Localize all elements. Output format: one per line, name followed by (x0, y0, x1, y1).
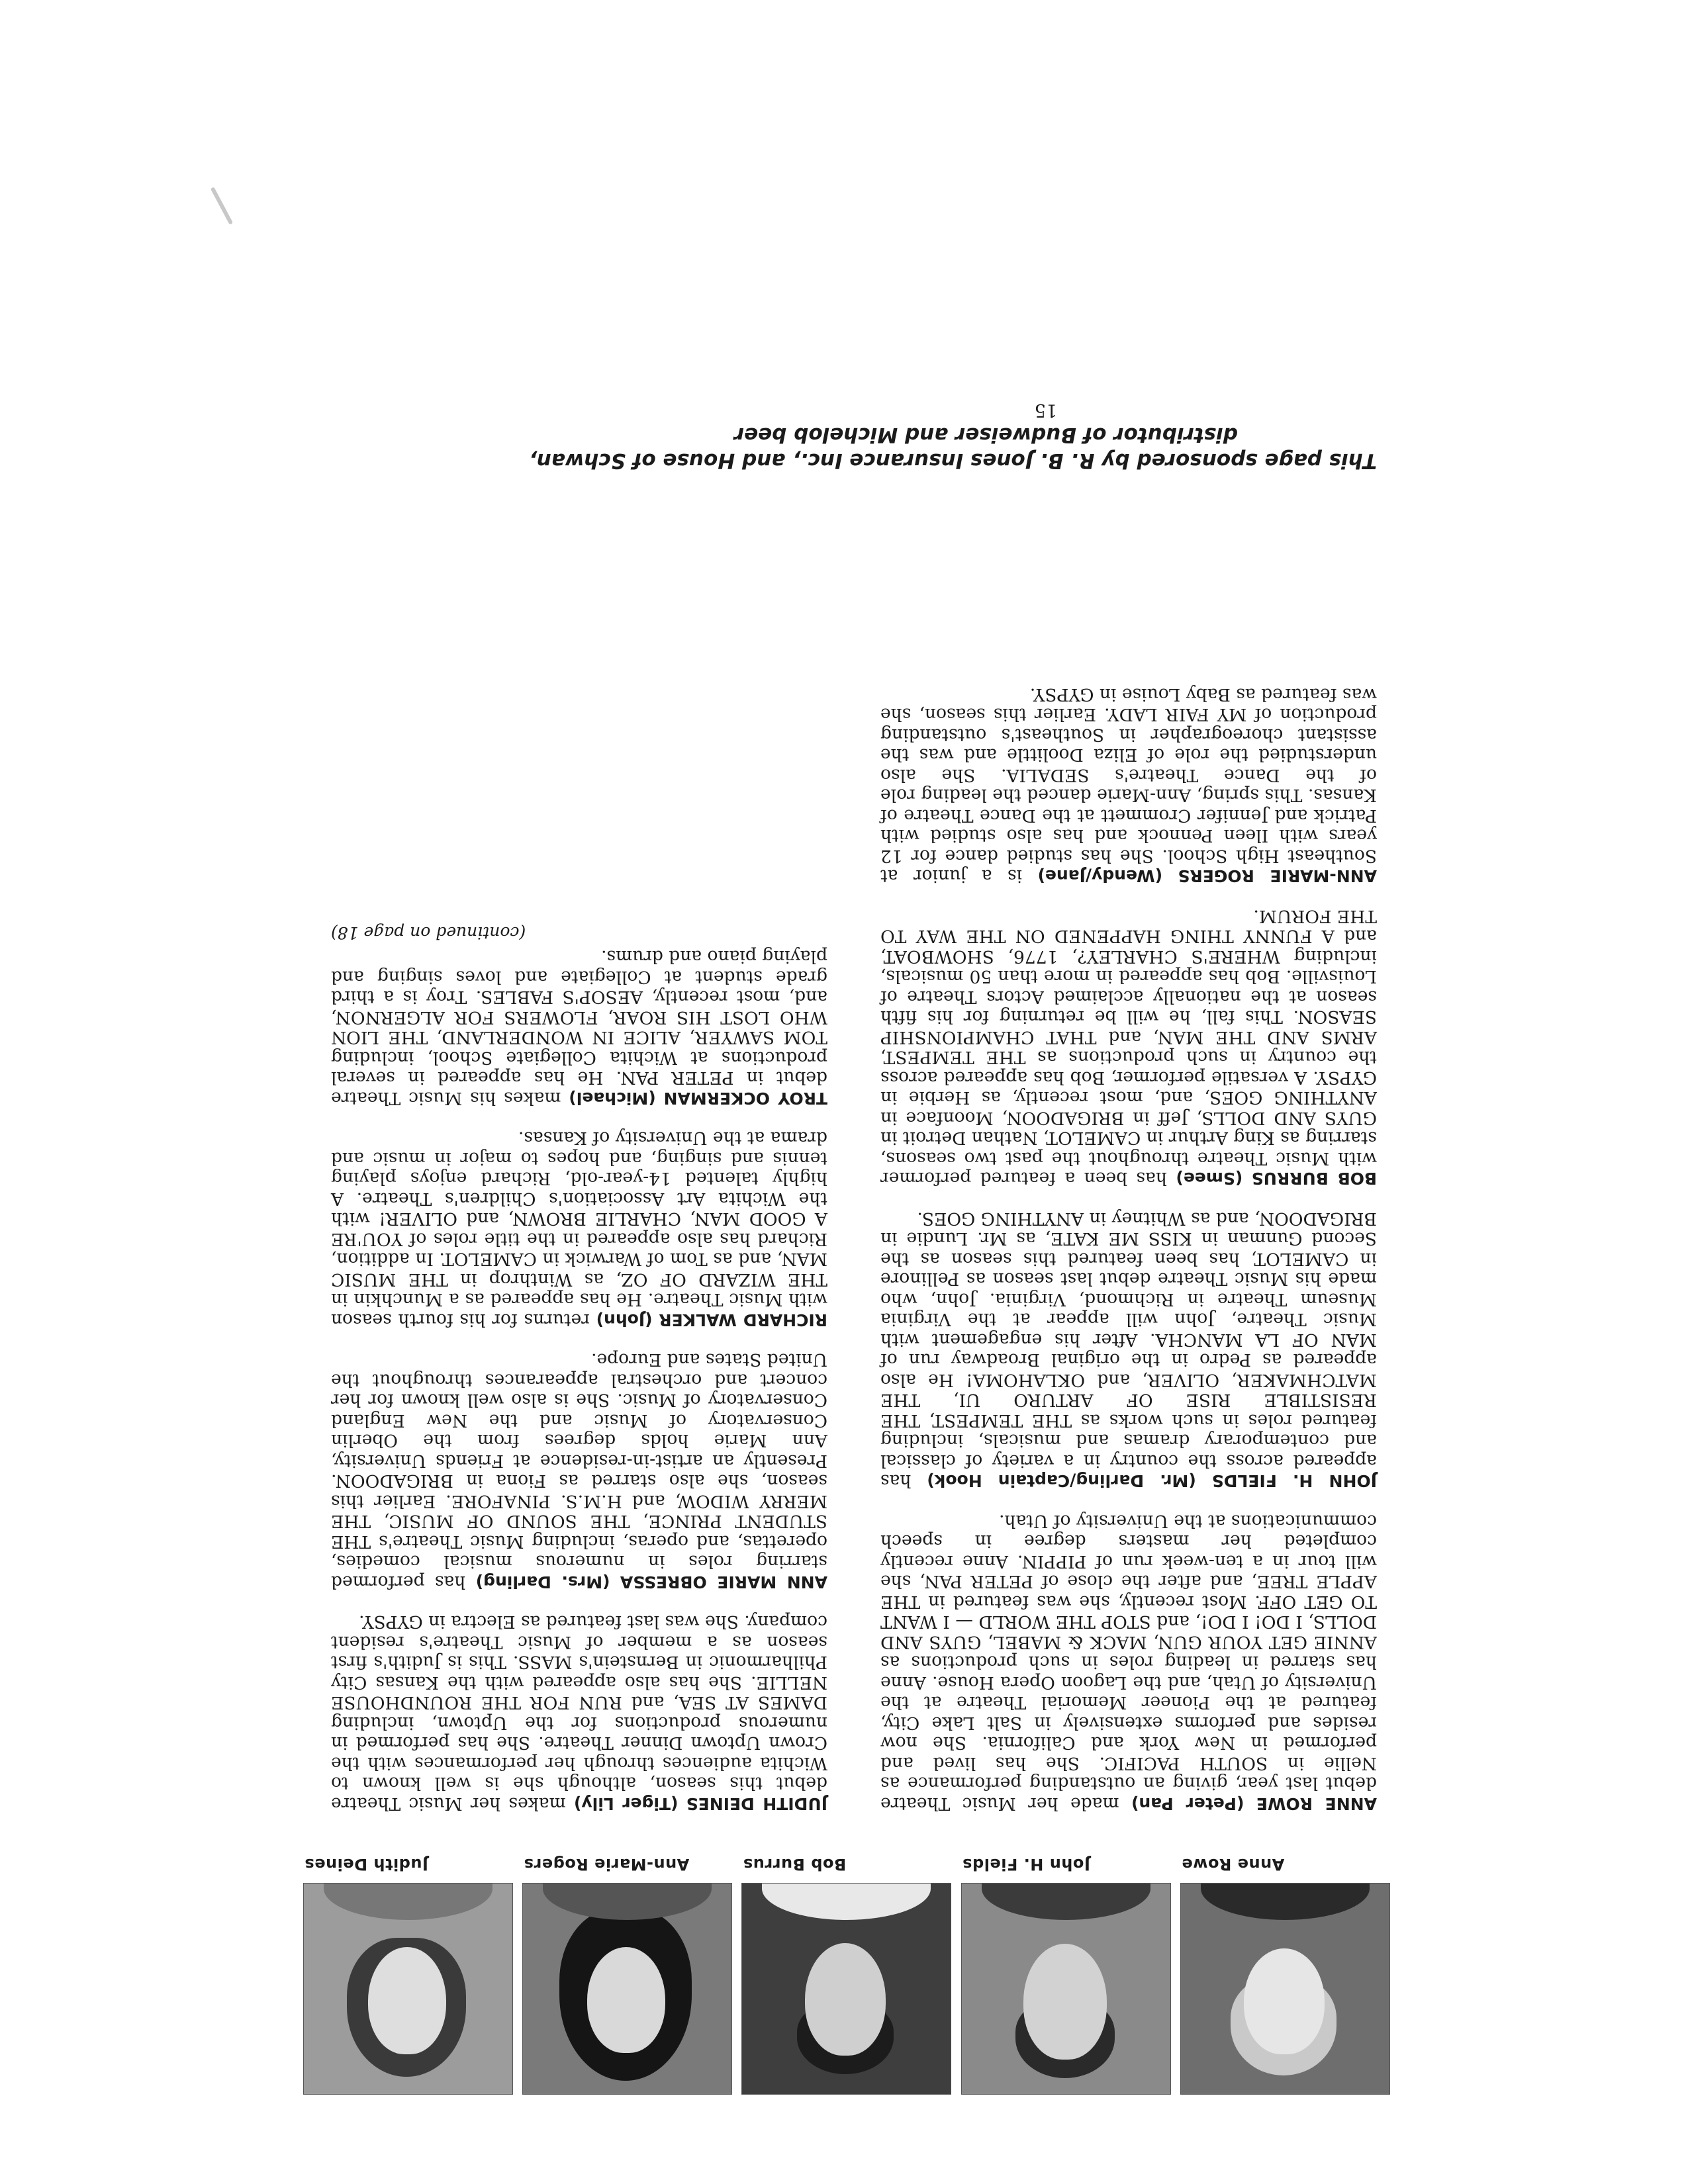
bio-ann-marie-rogers: ANN-MARIE ROGERS (Wendy/Jane) is a junior at Southeast High School. She has studied dance for 12 years with Ileen Pennock and has also studied with Patrick and Jennifer Crommett at the Dance Theatre of Kansas. This spring, Ann-Marie danced the leading role of the Dance Theatre's SEDALIA. She also understudied the role of Eliza Doolittle and was the assistant choreographer in Southeast's outstanding production of MY FAIR LADY. Earlier this season, she was featured as Baby Louise in GYPSY. (880, 684, 1377, 887)
page-number: 15 (1034, 400, 1058, 420)
right-column (331, 490, 827, 1813)
bio-ann-marie-obressa: ANN MARIE OBRESSA (Mrs. Darling) has performed starring roles in numerous musical comedies, operettas, and operas, including Music Theatre's THE STUDENT PRINCE, THE SOUND OF MUSIC, THE MERRY WIDOW, and H.M.S. PINAFORE. Earlier this season, she also starred as Fiona in BRIGADOON. Presently an artist-in-residence at Friends University, Ann Marie holds degrees from the Oberlin Conservatory of Music and the New England Conservatory of Music. She is also well known for her concert and orchestral appearances throughout the United States and Europe. (331, 1349, 827, 1592)
bio-bob-burrus: BOB BURRUS (Smee) has been a featured performer with Music Theatre throughout the past two seasons, starring as King Arthur in CAMELOT, Nathan Detroit in GUYS AND DOLLS, Jeff in BRIGADOON, Moonface in ANYTHING GOES, and, most recently, as Herbie in GYPSY. A versatile performer, Bob has appeared across the country in such productions as THE TEMPEST, ARMS AND THE MAN, and THAT CHAMPIONSHIP SEASON. This fall, he will be returning for his fifth season at the nationally acclaimed Actors Theatre of Louisville. Bob has appeared in more than 50 musicals, including WHERE'S CHARLEY?, 1776, SHOWBOAT, and A FUNNY THING HAPPENED ON THE WAY TO THE FORUM. (880, 906, 1377, 1189)
bio-richard-walker: RICHARD WALKER (John) returns for his fourth season with Music Theatre. He has appeared as a Munchkin in THE WIZARD OF OZ, as Winthrop in THE MUSIC MAN, and as Tom of Warwick in CAMELOT. In addition, Richard has also appeared in the title roles of YOU'RE A GOOD MAN, CHARLIE BROWN, and OLIVER! with the Wichita Art Association's Children's Theatre. A highly talented 14-year-old, Richard enjoys playing tennis and singing, and hopes to major in music and drama at the University of Kansas. (331, 1128, 827, 1330)
bio-john-fields: JOHN H. FIELDS (Mr. Darling/Captain Hook) has appeared across the country in a variety of classical and contemporary dramas and musicals, including featured roles in such works as THE TEMPEST, THE RESISTIBLE RISE OF ARTURO UI, THE MATCHMAKER, OLIVER, and OKLAHOMA! He also appeared as Pedro in the original Broadway run of MAN OF LA MANCHA. After his engagement with Music Theatre, John will appear at the Virginia Museum Theatre in Richmond, Virginia. John, who made his Music Theatre debut last season as Pellinore in CAMELOT, has been featured this season as the Second Gunman in KISS ME KATE, as Mr. Lundie in BRIGADOON, and as Whitney in ANYTHING GOES. (880, 1208, 1377, 1492)
photo-caption: Ann-Marie Rogers (524, 1855, 690, 1874)
photo-caption: Bob Burrus (743, 1855, 847, 1874)
headshot-photo (961, 1883, 1171, 2095)
photo-cell (1182, 1850, 1390, 2095)
photo-cell (743, 1850, 952, 2095)
left-column (880, 490, 1377, 1813)
headshot-photo (742, 1883, 952, 2095)
photo-caption: Judith Deines (305, 1855, 428, 1874)
bio-troy-ockerman: TROY OCKERMAN (Michael) makes his Music Theatre debut in PETER PAN. He has appeared in several productions at Wichita Collegiate School, including TOM SAWYER, ALICE IN WONDERLAND, THE LION WHO LOST HIS ROAR, FLOWERS FOR ALGERNON, and, most recently, AESOP'S FABLES. Troy is a third grade student at Collegiate and loves singing and playing piano and drums. (331, 946, 827, 1109)
sponsor-line: distributor of Budweiser and Michelob beer (733, 423, 1238, 447)
sponsor-line: This page sponsored by R. B. Jones Insurance Inc., and House of Schwan, (528, 449, 1377, 473)
headshot-photo (303, 1883, 513, 2095)
stray-pen-mark (211, 187, 233, 225)
photo-caption: Anne Rowe (1182, 1855, 1285, 1874)
headshot-photo (1180, 1883, 1390, 2095)
continued-note: (continued on page 18) (331, 923, 526, 942)
bio-columns (331, 490, 1377, 1813)
bio-judith-deines: JUDITH DEINES (Tiger Lily) makes her Music Theatre debut this season, although she is well known to Wichita audiences through her performances with the Crown Uptown Dinner Theatre. She has performed in numerous productions for the Uptown, including DAMES AT SEA, and RUN FOR THE ROUNDHOUSE NELLIE. She has also appeared with the Kansas City Philharmonic in Bernstein's MASS. This is Judith's first season as a member of Music Theatre's resident company. She was last featured as Electra in GYPSY. (331, 1612, 827, 1814)
cast-photo-row (305, 1850, 1390, 2095)
bio-anne-rowe: ANNE ROWE (Peter Pan) made her Music Theatre debut last year, giving an outstanding performance as Nellie in SOUTH PACIFIC. She has lived and performed in New York and California. She now resides and performs extensively in Salt Lake City, featured at the Pioneer Memorial Theatre at the University of Utah, and the Lagoon Opera House. Anne has starred in leading roles in such productions as ANNIE GET YOUR GUN, MACK & MABEL, GUYS AND DOLLS, I DO! I DO!, and STOP THE WORLD — I WANT TO GET OFF. Most recently, she was featured in THE APPLE TREE, and after the close of PETER PAN, she will tour in a ten-week run of PIPPIN. Anne recently completed her masters degree in speech communications at the University of Utah. (880, 1511, 1377, 1814)
photo-cell (962, 1850, 1171, 2095)
photo-caption: John H. Fields (962, 1855, 1090, 1874)
page-footer (331, 400, 1377, 473)
photo-cell (305, 1850, 513, 2095)
headshot-photo (522, 1883, 732, 2095)
photo-cell (524, 1850, 732, 2095)
